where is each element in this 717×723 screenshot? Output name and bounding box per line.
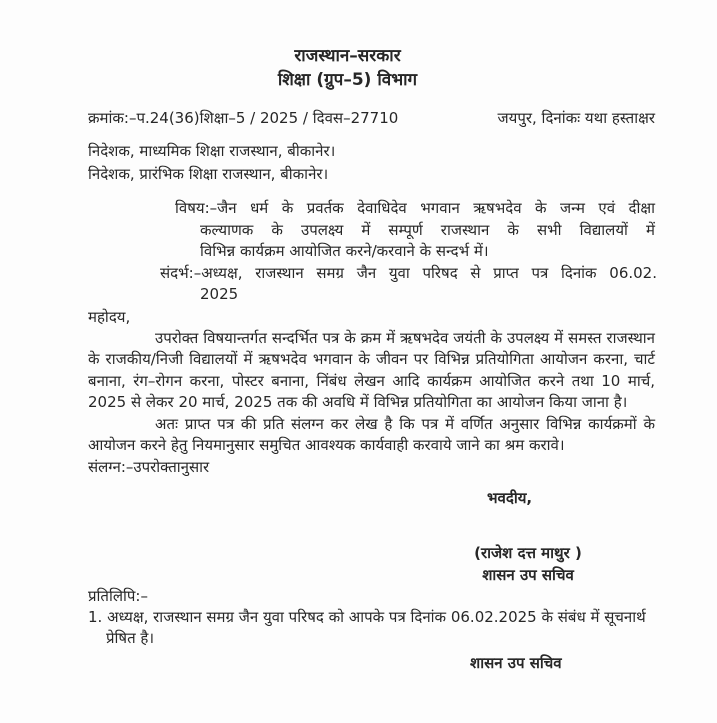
signatory-designation: शासन उप सचिव <box>482 565 574 584</box>
place-and-date: जयपुर, दिनांकः यथा हस्ताक्षर <box>497 109 655 127</box>
complimentary-closing: भवदीय, <box>487 488 533 507</box>
department-title: शिक्षा (ग्रुप–5) विभाग <box>277 70 418 90</box>
subject-line-2: कल्याणक के उपलक्ष्य में सम्पूर्ण राजस्थान के सभी विद्यालयों में <box>200 220 655 239</box>
body-paragraph-1: उपरोक्त विषयान्तर्गत सन्दर्भित पत्र के क्रम में ऋषभदेव जयंती के उपलक्ष्य में समस्त राजस्थान के राजकीय/निजी विद्यालयों में ऋषभदेव भगवान के जीवन पर विभिन्न प्रतियोगिता आयोजन करना, चार्ट बनाना, रंग–रोगन करना, पोस्टर बनाना, निंबंध लेखन आदि कार्यक्रम आयोजित करने तथा 10 मार्च, 2025 से लेकर 20 मार्च, 2025 तक की अवधि में विभिन्न प्रतियोगिता का आयोजन किया जाना है। <box>88 328 655 411</box>
signatory-name: (राजेश दत्त माथुर ) <box>474 543 582 562</box>
letterhead <box>64 44 631 92</box>
reference-note-line-2: 2025 <box>200 285 239 303</box>
addressee-line-2: निदेशक, प्रारंभिक शिक्षा राजस्थान, बीकानेर। <box>88 165 329 183</box>
addressee-block <box>88 140 655 186</box>
copy-section-label: प्रतिलिपि:– <box>88 586 148 605</box>
subject-line-3: विभिन्न कार्यक्रम आयोजित करने/करवाने के सन्दर्भ में। <box>200 242 489 260</box>
reference-row <box>88 108 655 129</box>
footer-designation: शासन उप सचिव <box>470 653 562 672</box>
addressee-line-1: निदेशक, माध्यमिक शिक्षा राजस्थान, बीकानेर। <box>88 142 336 160</box>
government-title: राजस्थान–सरकार <box>294 46 401 66</box>
copy-item-1: 1. अध्यक्ष, राजस्थान समग्र जैन युवा परिषद को आपके पत्र दिनांक 06.02.2025 के संबंध में सूचनार्थ प्रेषित है। <box>88 607 646 647</box>
signature-block <box>448 542 608 586</box>
subject-block <box>175 198 655 263</box>
subject-line-1: विषय:–जैन धर्म के प्रवर्तक देवाधिदेव भगवान ऋषभदेव के जन्म एवं दीक्षा <box>175 199 655 217</box>
letter-number: क्रमांक:–प.24(36)शिक्षा–5 / 2025 / दिवस–27710 <box>88 109 399 127</box>
body-paragraph-2: अतः प्राप्त पत्र की प्रति संलग्न कर लेख है कि पत्र में वर्णित अनुसार विभिन्न कार्यक्रमों के आयोजन करने हेतु नियमानुसार समुचित आवश्यक कार्यवाही करवाये जाने का श्रम करावे। <box>88 414 655 454</box>
reference-note-line-1: संदर्भ:–अध्यक्ष, राजस्थान समग्र जैन युवा परिषद से प्राप्त पत्र दिनांक 06.02. <box>160 263 657 282</box>
enclosure-line: संलग्न:–उपरोक्तानुसार <box>88 457 210 476</box>
salutation: महोदय, <box>88 307 131 326</box>
reference-note-block <box>160 263 657 306</box>
